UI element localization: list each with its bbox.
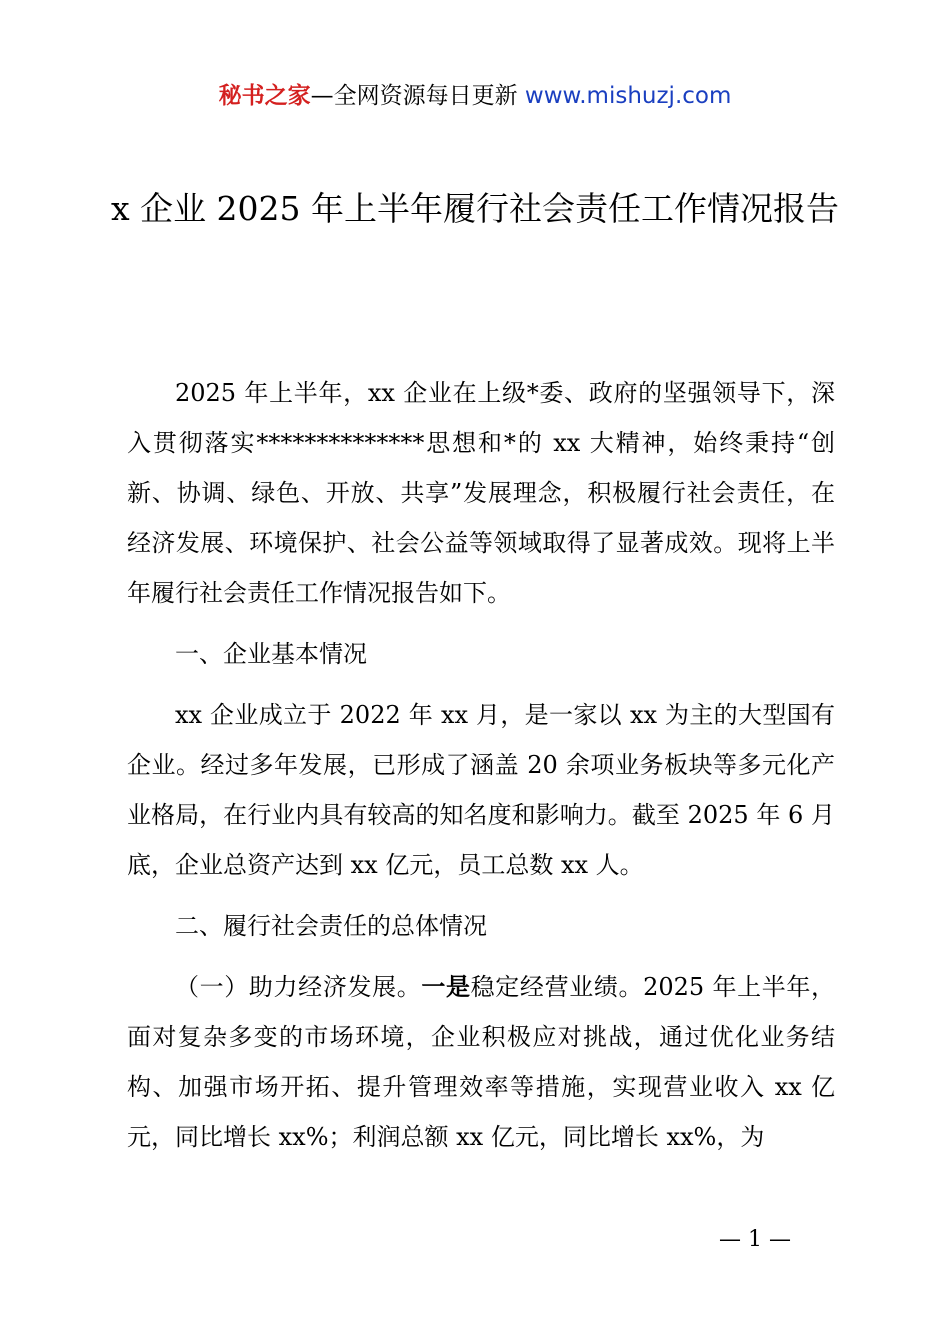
site-slogan: —全网资源每日更新 <box>310 83 518 109</box>
site-banner <box>0 80 950 112</box>
point-marker-first: 一是 <box>421 972 471 1001</box>
document-title: x 企业 2025 年上半年履行社会责任工作情况报告 <box>110 189 840 228</box>
subsection-body: 稳定经营业绩。2025 年上半年，面对复杂多变的市场环境，企业积极应对挑战，通过优化业务结构、加强市场开拓、提升管理效率等措施，实现营业收入 xx 亿元，同比增长 xx%；利润总额 xx 亿元，同比增长 xx%，为 <box>127 973 836 1151</box>
basic-info-paragraph: xx 企业成立于 2022 年 xx 月，是一家以 xx 为主的大型国有企业。经过多年发展，已形成了涵盖 20 余项业务板块等多元化产业格局，在行业内具有较高的知名度和影响力。截至 2025 年 6 月底，企业总资产达到 xx 亿元，员工总数 xx 人。 <box>127 701 835 879</box>
page-number: — 1 — <box>719 1227 791 1252</box>
section-heading-basic-info: 一、企业基本情况 <box>175 640 367 668</box>
subsection-label: （一）助力经济发展。 <box>175 973 422 1001</box>
site-brand: 秘书之家 <box>218 83 311 109</box>
site-url-link[interactable]: www.mishuzj.com <box>524 83 732 109</box>
section-heading-overall: 二、履行社会责任的总体情况 <box>175 912 487 940</box>
document-body <box>127 368 835 1162</box>
economic-development-paragraph <box>127 962 835 1162</box>
intro-paragraph: 2025 年上半年，xx 企业在上级*委、政府的坚强领导下，深入贯彻落实**************思想和*的 xx 大精神，始终秉持“创新、协调、绿色、开放、共享”发展理念，积极履行社会责任，在经济发展、环境保护、社会公益等领域取得了显著成效。现将上半年履行社会责任工作情况报告如下。 <box>127 379 835 607</box>
